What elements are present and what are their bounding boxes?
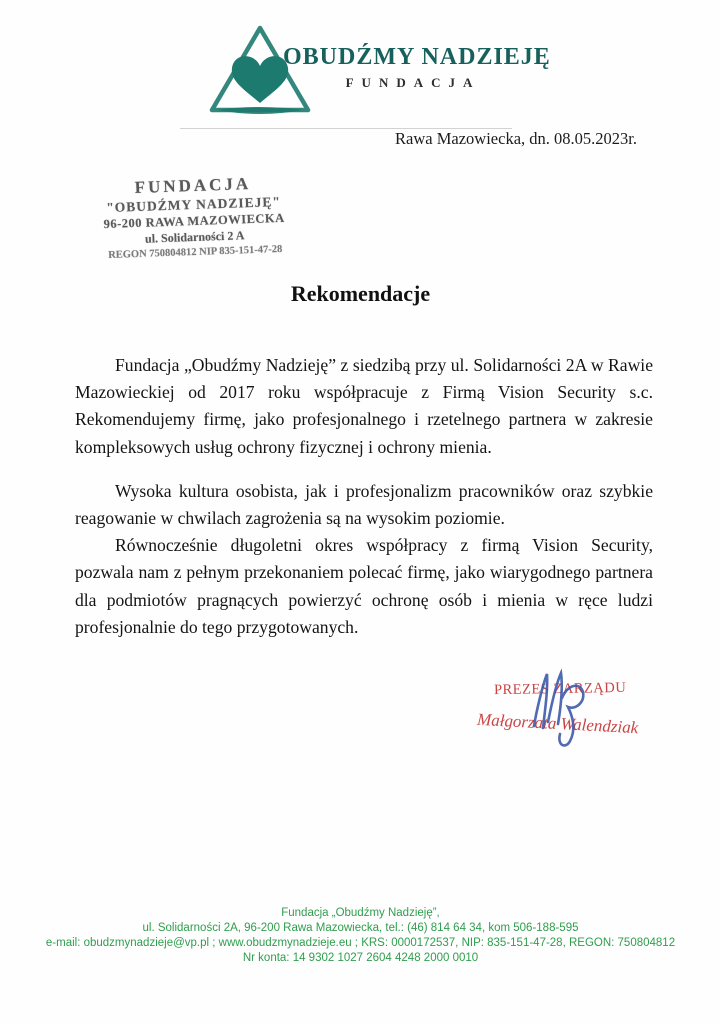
paragraph: Fundacja „Obudźmy Nadzieję” z siedzibą przy ul. Solidarności 2A w Rawie Mazowieckiej od 2017 roku współpracuje z Firmą Vision Security s.c. Rekomendujemy firmę, jako profesjonalnego i rzetelnego partnera w zakresie kompleksowych usług ochrony fizycznej i ochrony mienia. bbox=[75, 355, 653, 457]
signer-name-stamp: Małgorzata Walendziak bbox=[476, 709, 639, 738]
footer-contact-block bbox=[0, 906, 721, 966]
stamp-line: 96-200 RAWA MAZOWIECKA bbox=[103, 210, 285, 232]
signer-role-stamp: PREZES ZARZĄDU bbox=[493, 679, 627, 699]
handwritten-signature-icon bbox=[524, 660, 596, 761]
stamp-line: ul. Solidarności 2 A bbox=[144, 228, 245, 246]
letterhead-text bbox=[283, 44, 551, 91]
letter-body bbox=[75, 352, 653, 641]
stamp-line: REGON 750804812 NIP 835-151-47-28 bbox=[108, 243, 283, 262]
triangle-heart-logo-icon bbox=[205, 109, 315, 126]
stamp-line: "OBUDŹMY NADZIEJĘ" bbox=[106, 193, 282, 216]
document-title: Rekomendacje bbox=[290, 281, 431, 306]
address-stamp bbox=[77, 172, 312, 262]
footer-line: ul. Solidarności 2A, 96-200 Rawa Mazowiecka, tel.: (46) 814 64 34, kom 506-188-595 bbox=[142, 922, 579, 934]
stamp-line: FUNDACJA bbox=[134, 173, 252, 198]
org-type: FUNDACJA bbox=[345, 75, 481, 90]
footer-line: Fundacja „Obudźmy Nadzieję”, bbox=[281, 907, 440, 919]
paragraph: Wysoka kultura osobista, jak i profesjonalizm pracowników oraz szybkie reagowanie w chwilach zagrożenia są na wysokim poziomie. bbox=[75, 480, 653, 529]
paragraph: Równocześnie długoletni okres współpracy z firmą Vision Security, pozwala nam z pełnym przekonaniem polecać firmę, jako wiarygodnego partnera dla podmiotów pragnących powierzyć ochronę osób i mienia w ręce ludzi profesjonalnie do tego przygotowanych. bbox=[75, 535, 653, 637]
org-name: OBUDŹMY NADZIEJĘ bbox=[283, 44, 551, 70]
footer-line: Nr konta: 14 9302 1027 2604 4248 2000 0010 bbox=[242, 952, 479, 964]
dateline: Rawa Mazowiecka, dn. 08.05.2023r. bbox=[395, 129, 637, 148]
footer-line: e-mail: obudzmynadzieje@vp.pl ; www.obudzmynadzieje.eu ; KRS: 0000172537, NIP: 835-151-47-28, REGON: 750804812 bbox=[45, 937, 676, 949]
